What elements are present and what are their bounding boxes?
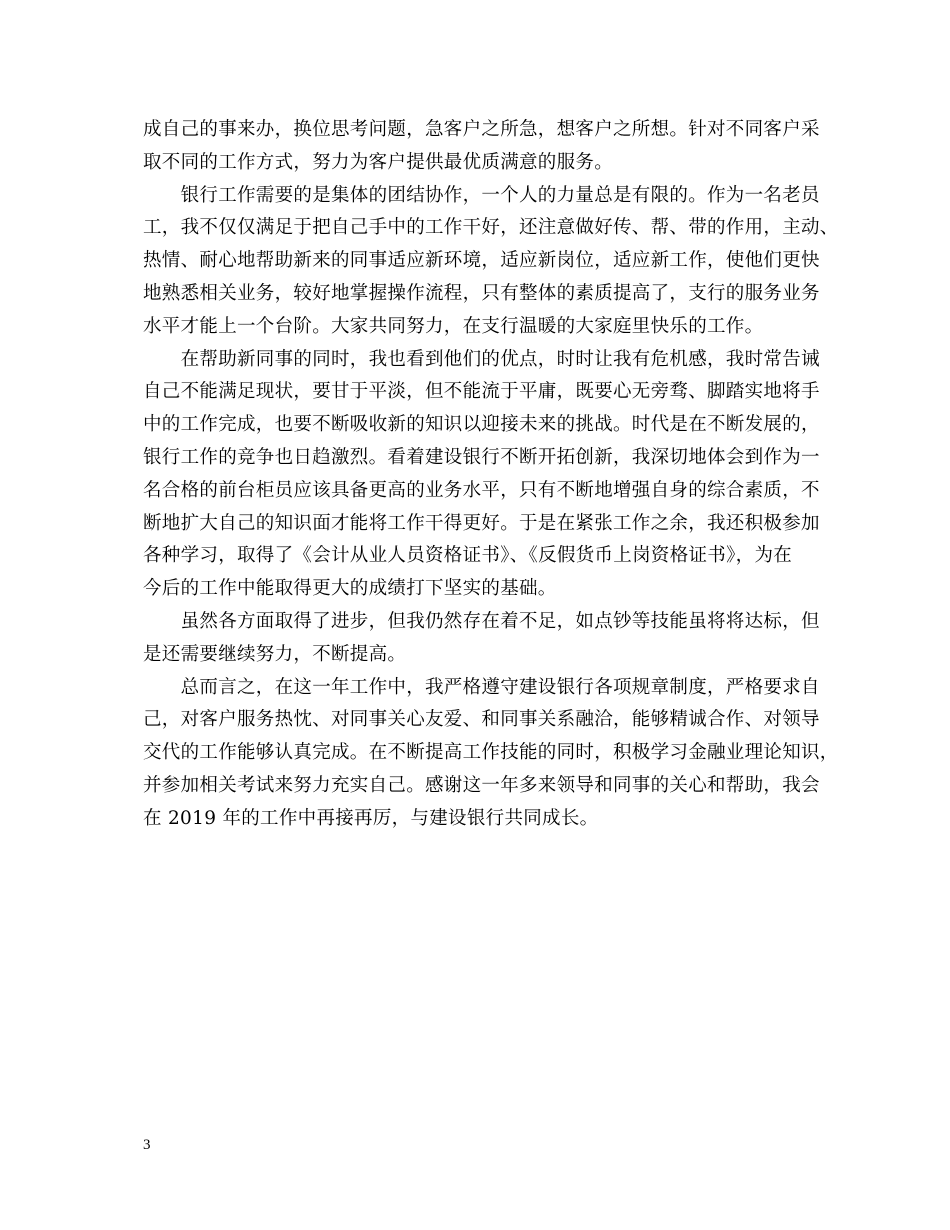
text-line: 己，对客户服务热忱、对同事关心友爱、和同事关系融洽，能够精诚合作、对领导 <box>143 709 820 731</box>
text-line: 自己不能满足现状，要甘于平淡，但不能流于平庸，既要心无旁骛、脚踏实地将手 <box>143 381 820 403</box>
text-line: 总而言之，在这一年工作中，我严格遵守建设银行各项规章制度，严格要求自 <box>143 676 820 698</box>
text-line: 银行工作的竞争也日趋激烈。看着建设银行不断开拓创新，我深切地体会到作为一 <box>143 446 820 468</box>
text-line: 在帮助新同事的同时，我也看到他们的优点，时时让我有危机感，我时常告诫 <box>143 348 820 370</box>
body-text <box>143 114 839 836</box>
text-line: 工，我不仅仅满足于把自己手中的工作干好，还注意做好传、帮、带的作用，主动、 <box>143 217 839 239</box>
text-line: 断地扩大自己的知识面才能将工作干得更好。于是在紧张工作之余，我还积极参加 <box>143 512 820 534</box>
text-line: 名合格的前台柜员应该具备更高的业务水平，只有不断地增强自身的综合素质，不 <box>143 479 820 501</box>
text-line: 取不同的工作方式，努力为客户提供最优质满意的服务。 <box>143 151 614 173</box>
text-line: 并参加相关考试来努力充实自己。感谢这一年多来领导和同事的关心和帮助，我会 <box>143 774 820 796</box>
text-line: 是还需要继续努力，不断提高。 <box>143 643 407 665</box>
text-line: 地熟悉相关业务，较好地掌握操作流程，只有整体的素质提高了，支行的服务业务 <box>143 282 820 304</box>
text-line: 成自己的事来办，换位思考问题，急客户之所急，想客户之所想。针对不同客户采 <box>143 119 820 140</box>
text-line: 在 2019 年的工作中再接再厉，与建设银行共同成长。 <box>143 807 599 829</box>
text-line: 热情、耐心地帮助新来的同事适应新环境，适应新岗位，适应新工作，使他们更快 <box>143 250 820 272</box>
text-line: 水平才能上一个台阶。大家共同努力，在支行温暖的大家庭里快乐的工作。 <box>143 315 764 337</box>
text-line: 交代的工作能够认真完成。在不断提高工作技能的同时，积极学习金融业理论知识， <box>143 742 839 764</box>
text-line: 虽然各方面取得了进步，但我仍然存在着不足，如点钞等技能虽将将达标，但 <box>143 610 820 632</box>
text-line: 今后的工作中能取得更大的成绩打下坚实的基础。 <box>143 578 557 600</box>
page-number: 3 <box>143 1137 151 1153</box>
text-line: 银行工作需要的是集体的团结协作，一个人的力量总是有限的。作为一名老员 <box>143 184 820 206</box>
text-line: 各种学习，取得了《会计从业人员资格证书》、《反假货币上岗资格证书》，为在 <box>143 545 793 567</box>
text-line: 中的工作完成，也要不断吸收新的知识以迎接未来的挑战。时代是在不断发展的， <box>143 414 820 436</box>
